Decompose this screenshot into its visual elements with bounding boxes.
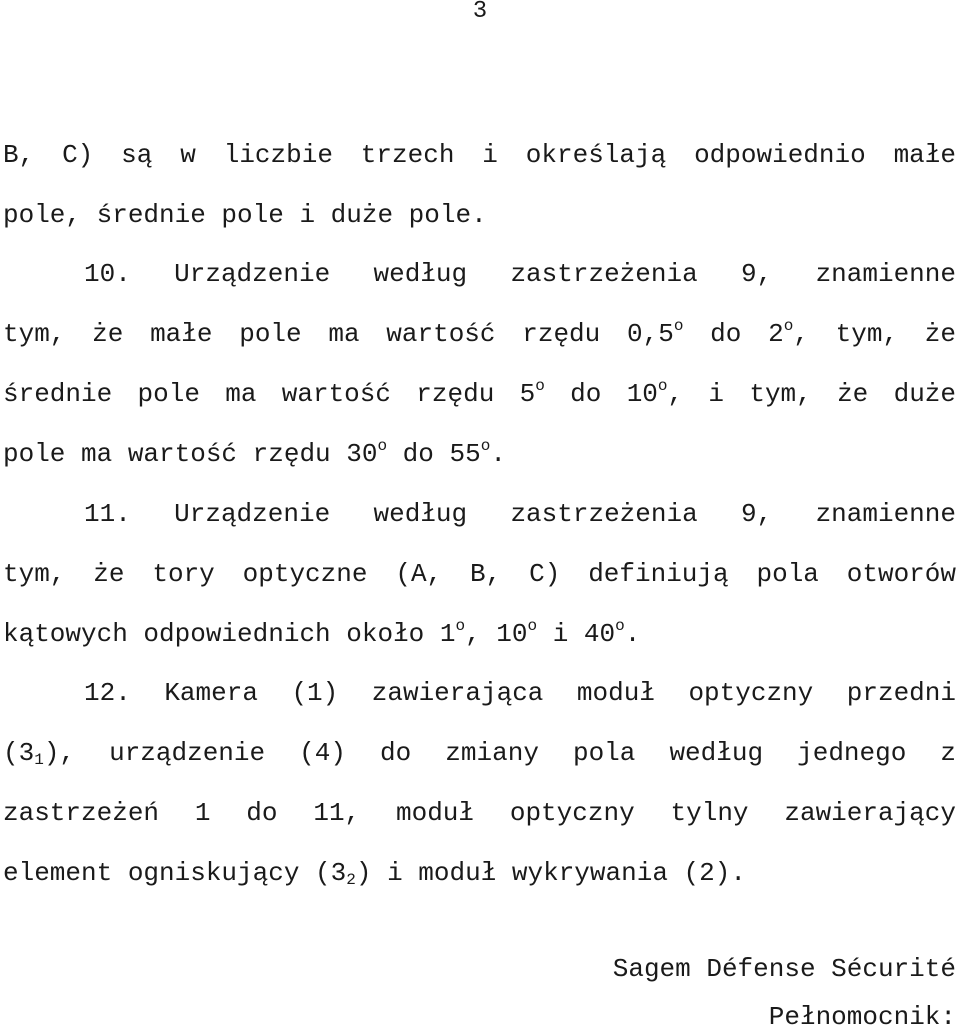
degree-mark: o [615, 617, 625, 635]
degree-mark: o [657, 377, 668, 395]
degree-mark: o [783, 317, 794, 335]
degree-mark: o [673, 317, 684, 335]
claim-10-line-3: średnie pole ma wartość rzędu 5$^o$ do 10$^o$, i tym, że duże [3, 377, 957, 409]
claim-9-line-1: B, C) są w liczbie trzech i określają odpowiednio małe [3, 140, 956, 170]
claim-9-line-2: pole, średnie pole i duże pole. [3, 200, 487, 230]
degree-mark: o [377, 437, 388, 455]
subscript-2: 2 [346, 871, 356, 889]
claim-12-line-1: 12. Kamera (1) zawierająca moduł optyczny przedni [84, 678, 956, 708]
degree-mark: o [455, 617, 466, 635]
claim-12-line-4: element ogniskujący $(3_2)$ i moduł wykrywania (2). [3, 858, 746, 889]
claim-12-line-3: zastrzeżeń 1 do 11, moduł optyczny tylny zawierający [3, 798, 956, 828]
subscript-1: 1 [34, 751, 44, 769]
degree-mark: o [480, 437, 491, 455]
claim-10-line-1: 10. Urządzenie według zastrzeżenia 9, znamienne [84, 259, 956, 289]
degree-mark: o [527, 617, 538, 635]
claim-10-line-2: tym, że małe pole ma wartość rzędu 0,5$^o$ do 2$^o$, tym, że [3, 317, 956, 349]
degree-mark: o [535, 377, 545, 395]
signature-role: Pełnomocnik: [768, 1002, 956, 1032]
claim-10-line-4: pole ma wartość rzędu 30$^o$ do 55$^o$. [3, 437, 506, 469]
claim-11-line-3: kątowych odpowiednich około 1$^o$, 10$^o$ i 40$^o$. [3, 617, 641, 649]
claim-11-line-2: tym, że tory optyczne (A, B, C) definiują pola otworów [3, 559, 956, 589]
signature-company: Sagem Défense Sécurité [612, 954, 956, 984]
claim-12-line-2: $(3_1)$, urządzenie (4) do zmiany pola według jednego z [3, 738, 956, 769]
page-number: 3 [472, 0, 488, 25]
claim-11-line-1: 11. Urządzenie według zastrzeżenia 9, znamienne [84, 499, 956, 529]
